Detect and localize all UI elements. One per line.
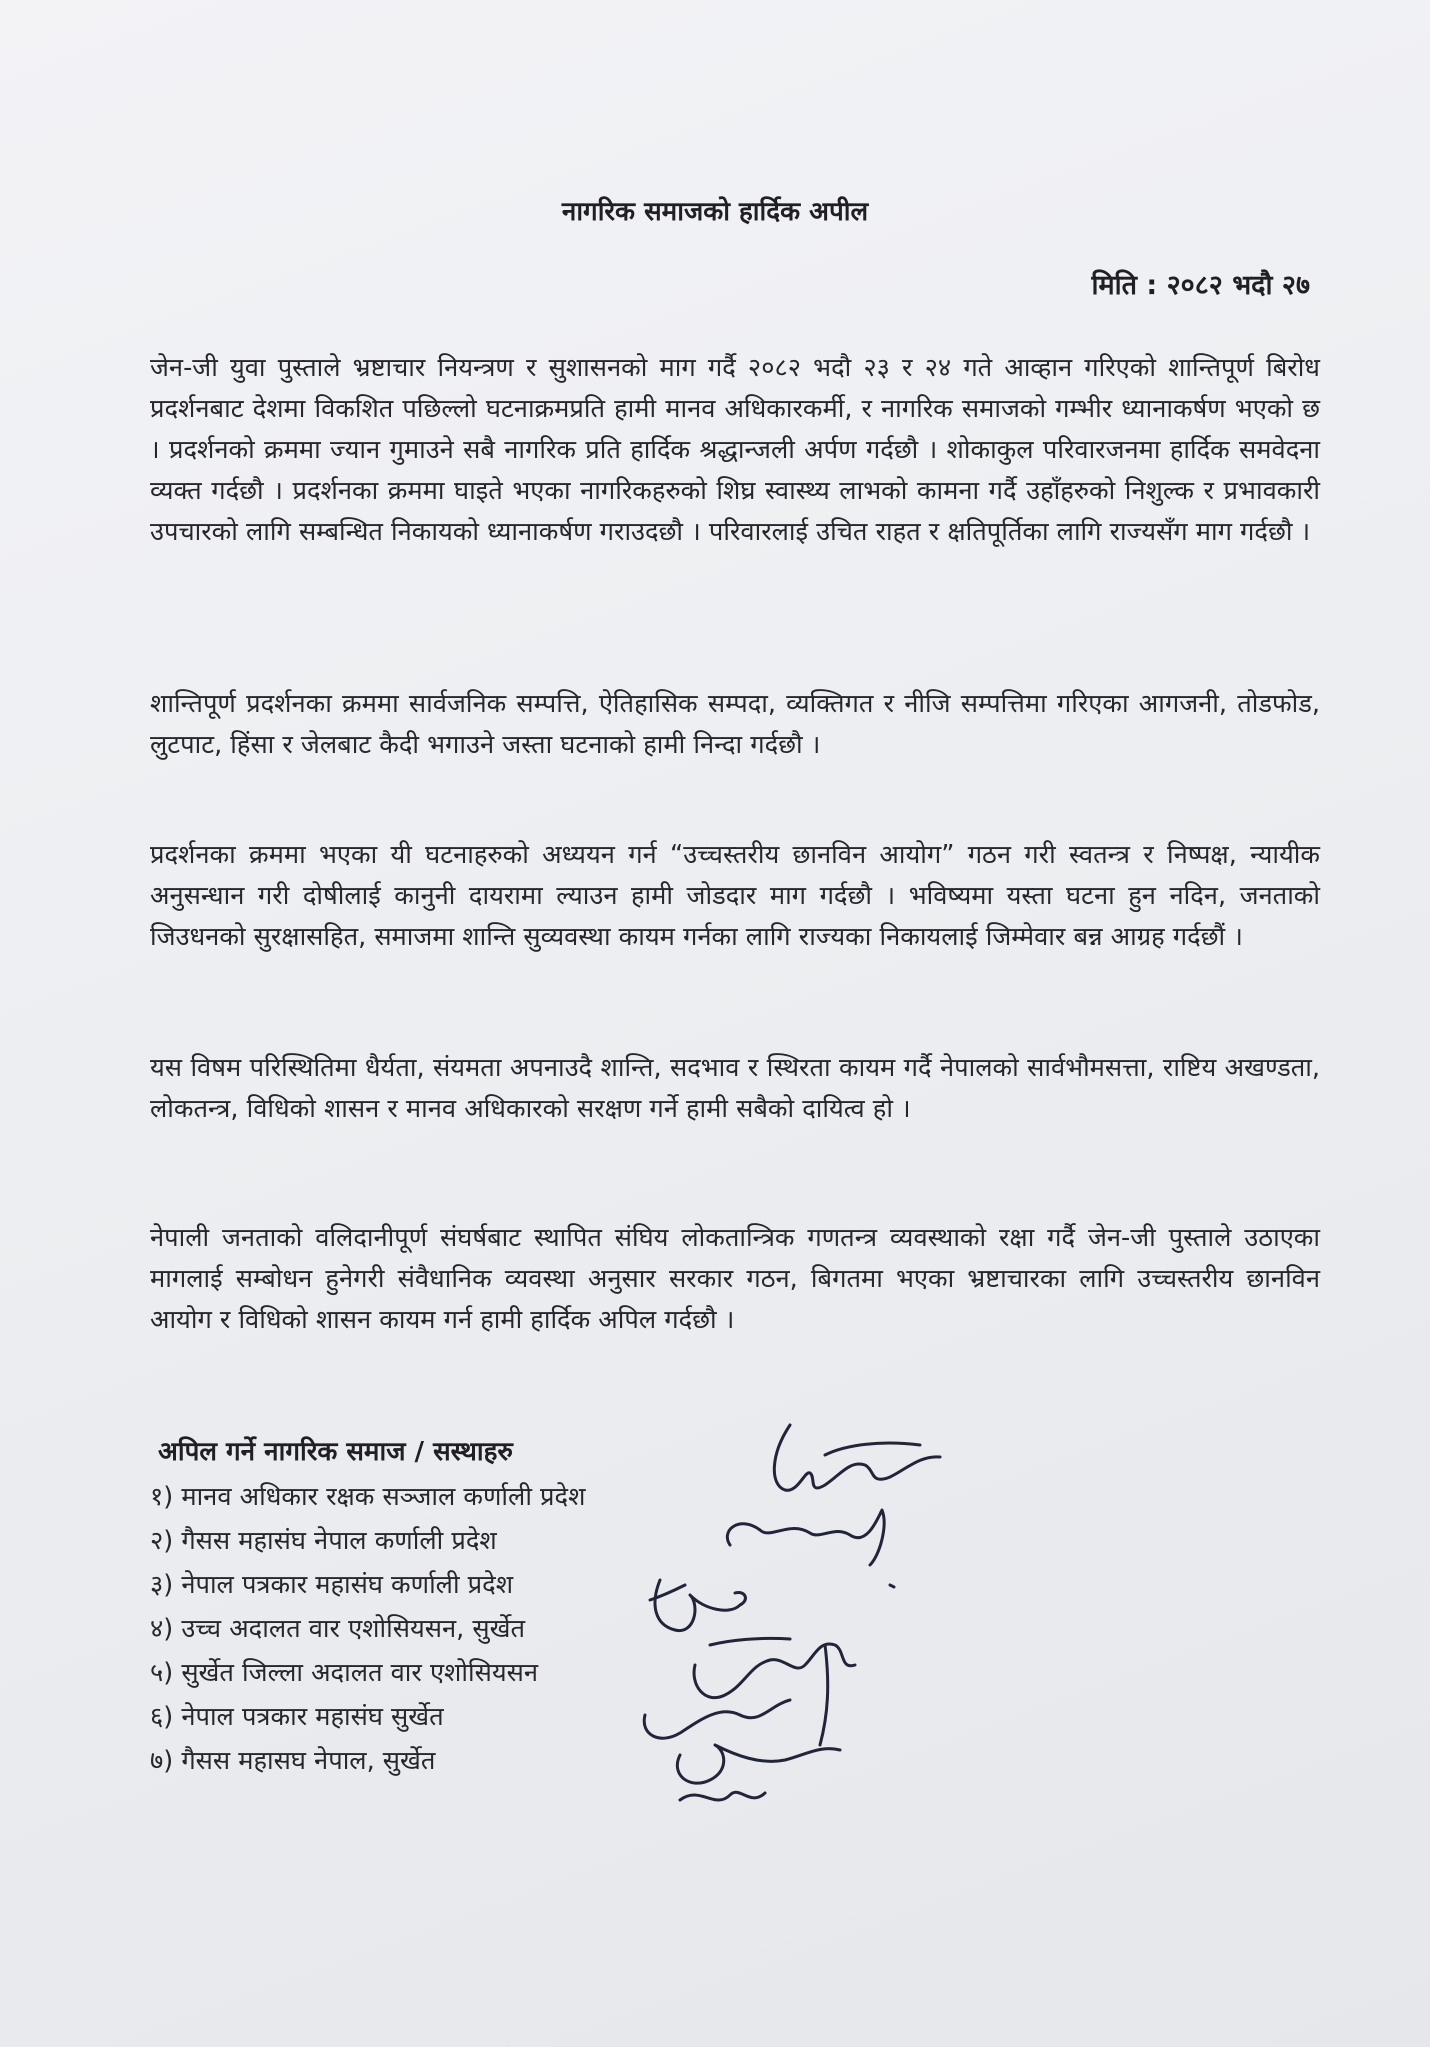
- paragraph-1: जेन-जी युवा पुस्ताले भ्रष्टाचार नियन्त्रण र सुशासनको माग गर्दै २०८२ भदौ २३ र २४ गते आव्हान गरिएको शान्तिपूर्ण बिरोध प्रदर्शनबाट देशमा विकशित पछिल्लो घटनाक्रमप्रति हामी मानव अधिकारकर्मी, र नागरिक समाजको गम्भीर ध्यानाकर्षण भएको छ । प्रदर्शनको क्रममा ज्यान गुमाउने सबै नागरिक प्रति हार्दिक श्रद्धान्जली अर्पण गर्दछौ । शोकाकुल परिवारजनमा हार्दिक समवेदना व्यक्त गर्दछौ । प्रदर्शनका क्रममा घाइते भएका नागरिकहरुको शिघ्र स्वास्थ्य लाभको कामना गर्दै उहाँहरुको निशुल्क र प्रभावकारी उपचारको लागि सम्बन्धित निकायको ध्यानाकर्षण गराउदछौ । परिवारलाई उचित राहत र क्षतिपूर्तिका लागि राज्यसँग माग गर्दछौ ।: [150, 353, 1320, 547]
- paragraph-2: शान्तिपूर्ण प्रदर्शनका क्रममा सार्वजनिक सम्पत्ति, ऐतिहासिक सम्पदा, व्यक्तिगत र नीजि सम्पत्तिमा गरिएका आगजनी, तोडफोड, लुटपाट, हिंसा र जेलबाट कैदी भगाउने जस्ता घटनाको हामी निन्दा गर्दछौ ।: [150, 689, 1320, 760]
- paragraph-4: यस विषम परिस्थितिमा धैर्यता, संयमता अपनाउदै शान्ति, सदभाव र स्थिरता कायम गर्दै नेपालको सार्वभौमसत्ता, राष्टिय अखण्डता, लोकतन्त्र, विधिको शासन र मानव अधिकारको सरक्षण गर्ने हामी सबैको दायित्व हो ।: [150, 1053, 1320, 1124]
- organizations-list: [150, 1475, 585, 1783]
- list-item: १) मानव अधिकार रक्षक सञ्जाल कर्णाली प्रदेश: [150, 1482, 586, 1512]
- paragraph-5: नेपाली जनताको वलिदानीपूर्ण संघर्षबाट स्थापित संघिय लोकतान्त्रिक गणतन्त्र व्यवस्थाको रक्षा गर्दै जेन-जी पुस्ताले उठाएका मागलाई सम्बोधन हुनेगरी संवैधानिक व्यवस्था अनुसार सरकार गठन, बिगतमा भएका भ्रष्टाचारका लागि उच्चस्तरीय छानविन आयोग र विधिको शासन कायम गर्न हामी हार्दिक अपिल गर्दछौ ।: [150, 1223, 1320, 1335]
- organizations-heading: अपिल गर्ने नागरिक समाज / सस्थाहरु: [158, 1437, 513, 1467]
- list-item: २) गैसस महासंघ नेपाल कर्णाली प्रदेश: [150, 1526, 497, 1556]
- paragraph-3: प्रदर्शनका क्रममा भएका यी घटनाहरुको अध्ययन गर्न “उच्चस्तरीय छानविन आयोग” गठन गरी स्वतन्त्र र निष्पक्ष, न्यायीक अनुसन्धान गरी दोषीलाई कानुनी दायरामा ल्याउन हामी जोडदार माग गर्दछौ । भविष्यमा यस्ता घटना हुन नदिन, जनताको जिउधनको सुरक्षासहित, समाजमा शान्ति सुव्यवस्था कायम गर्नका लागि राज्यका निकायलाई जिम्मेवार बन्न आग्रह गर्दछौं ।: [150, 840, 1320, 952]
- list-item: ४) उच्च अदालत वार एशोसियसन, सुर्खेत: [150, 1614, 525, 1644]
- document-title: नागरिक समाजको हार्दिक अपील: [561, 197, 869, 227]
- list-item: ३) नेपाल पत्रकार महासंघ कर्णाली प्रदेश: [150, 1570, 514, 1600]
- handwritten-signatures: [620, 1415, 960, 1815]
- list-item: ५) सुर्खेत जिल्ला अदालत वार एशोसियसन: [150, 1658, 539, 1688]
- list-item: ६) नेपाल पत्रकार महासंघ सुर्खेत: [150, 1702, 444, 1732]
- document-date: मिति : २०८२ भदौ २७: [1091, 270, 1310, 301]
- list-item: ७) गैसस महासघ नेपाल, सुर्खेत: [150, 1746, 436, 1776]
